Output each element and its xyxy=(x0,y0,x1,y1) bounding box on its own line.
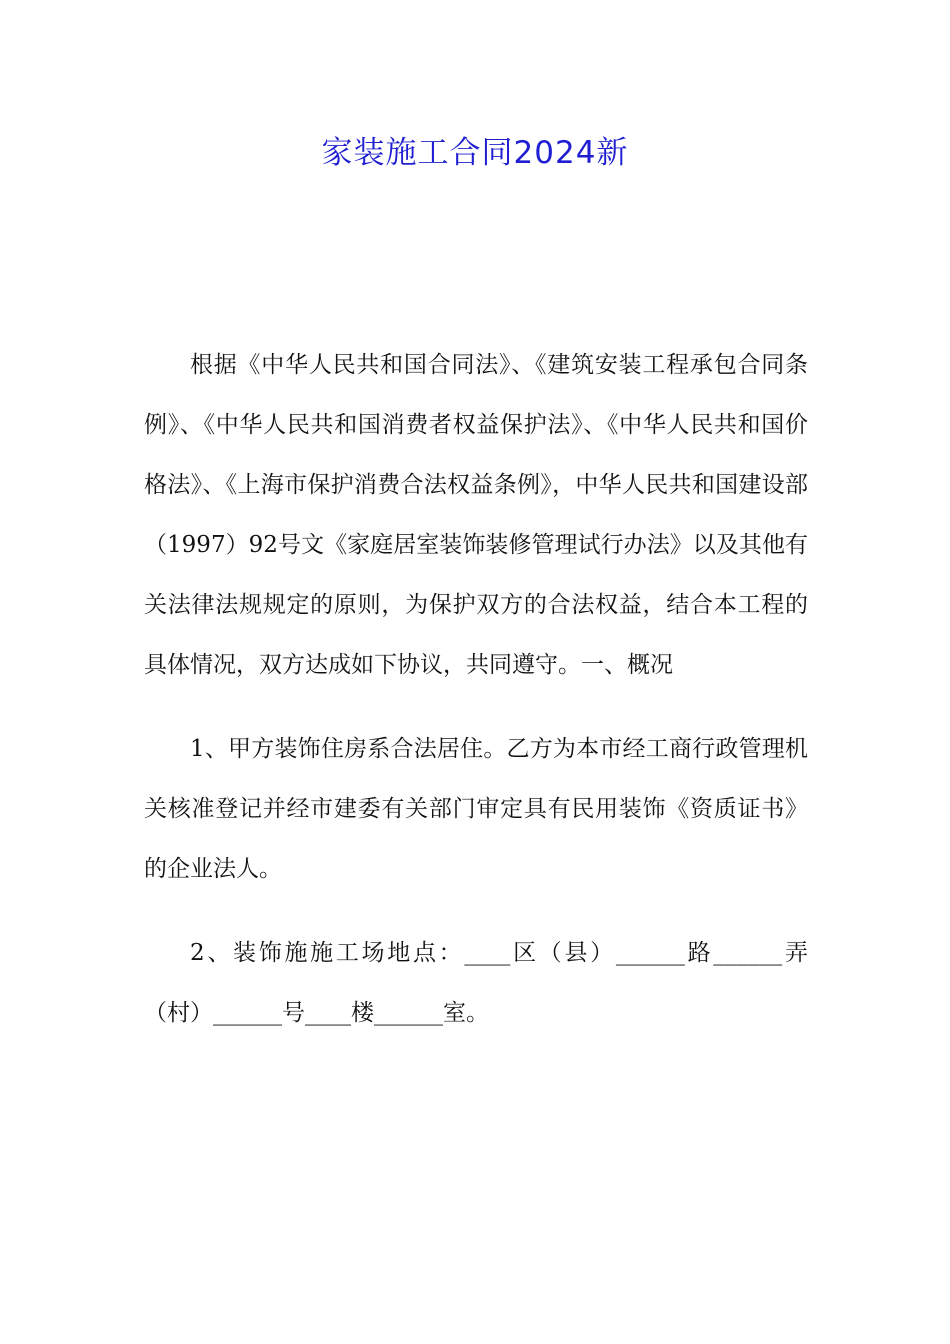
paragraph-party-status: 1、甲方装饰住房系合法居住。乙方为本市经工商行政管理机关核准登记并经市建委有关部门审定具有民用装饰《资质证书》的企业法人。 xyxy=(144,736,808,882)
document-body xyxy=(144,335,808,1043)
paragraph-legal-basis: 根据《中华人民共和国合同法》、《建筑安装工程承包合同条例》、《中华人民共和国消费者权益保护法》、《中华人民共和国价格法》、《上海市保护消费合法权益条例》，中华人民共和国建设部（1997）92号文《家庭居室装饰装修管理试行办法》以及其他有关法律法规规定的原则，为保护双方的合法权益，结合本工程的具体情况，双方达成如下协议，共同遵守。一、概况 xyxy=(144,352,808,678)
document-title: 家装施工合同2024新 xyxy=(321,135,629,171)
paragraph-site-address: 2、装饰施施工场地点：____区（县）______路______弄（村）______号____楼______室。 xyxy=(144,940,808,1026)
